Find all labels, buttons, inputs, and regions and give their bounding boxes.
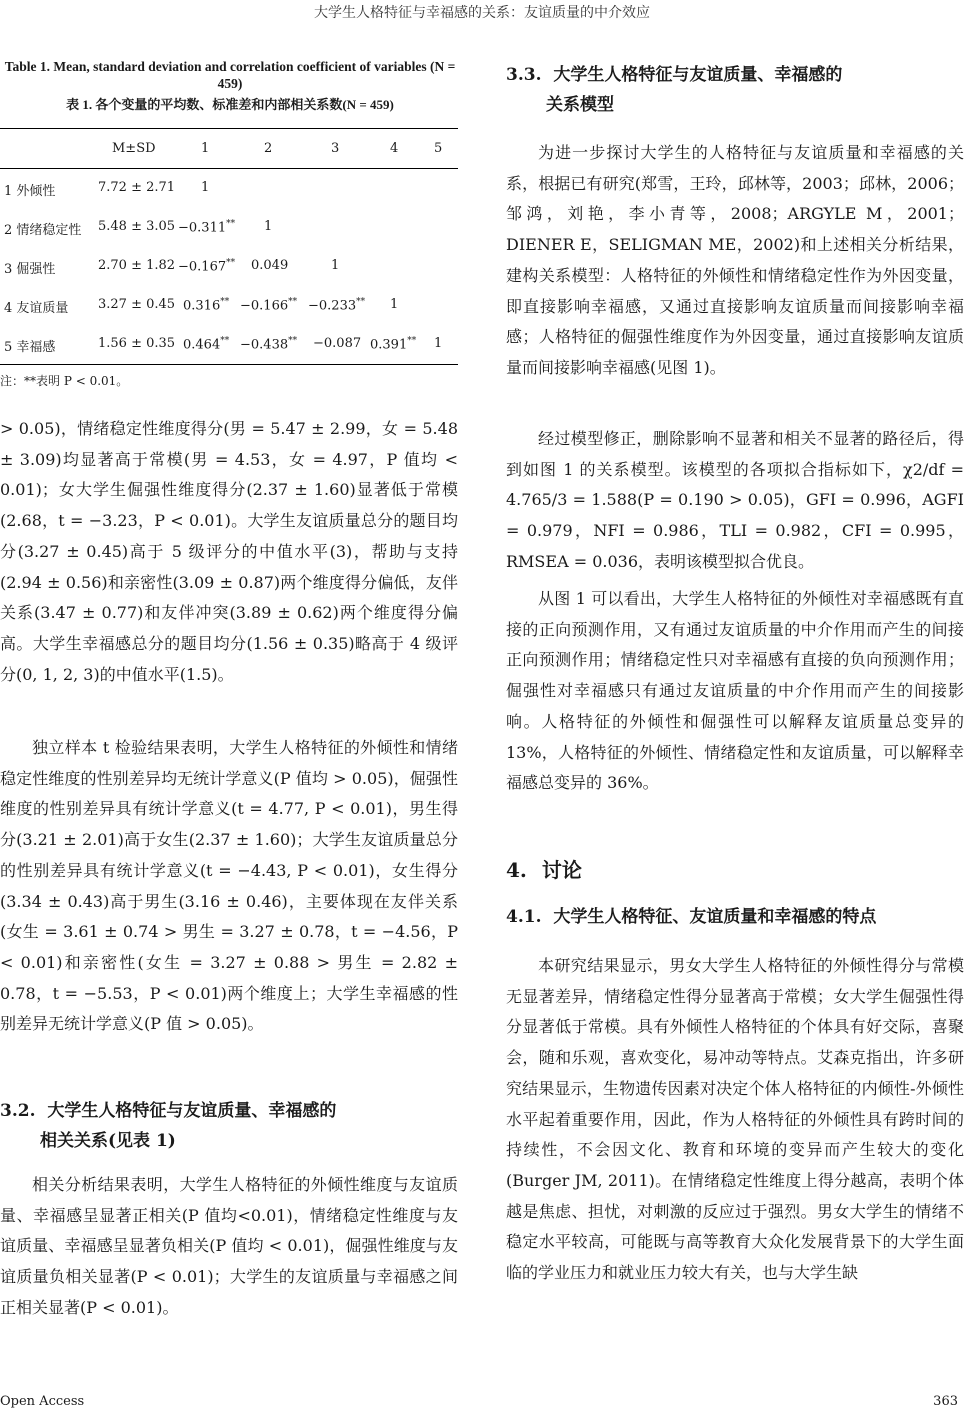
row-c5: 1 bbox=[434, 336, 443, 351]
heading-number: 4.1. bbox=[506, 907, 542, 927]
row-label: 4 友谊质量 bbox=[4, 301, 69, 316]
table-note: 注：**表明 P < 0.01。 bbox=[0, 374, 129, 388]
row-c1: 1 bbox=[201, 180, 210, 195]
heading-line-1: 大学生人格特征与友谊质量、幸福感的 bbox=[47, 1101, 337, 1121]
row-c4: 1 bbox=[390, 297, 399, 312]
table-header-cell: 3 bbox=[331, 141, 340, 156]
page-number: 363 bbox=[933, 1394, 958, 1409]
row-c3: 1 bbox=[331, 258, 340, 273]
right-paragraph-3: 从图 1 可以看出，大学生人格特征的外倾性对幸福感既有直接的正向预测作用，又有通过友谊质量的中介作用而产生的间接正向预测作用；情绪稳定性只对幸福感有直接的负向预测作用；倔强性对幸福感只有通过友谊质量的中介作用而产生的间接影响。人格特征的外倾性和倔强性可以解释友谊质量总变异的 13%，人格特征的外倾性、情绪稳定性和友谊质量，可以解释幸福感总变异的 36%。 bbox=[506, 589, 964, 793]
row-c2: −0.438** bbox=[240, 336, 298, 353]
significance-mark: ** bbox=[220, 336, 230, 346]
significance-mark: ** bbox=[288, 297, 298, 307]
table-row bbox=[0, 219, 460, 239]
table-header-rule bbox=[0, 168, 458, 169]
significance-mark: ** bbox=[226, 219, 236, 229]
table-header-cell: M±SD bbox=[112, 141, 156, 156]
heading-line-2: 关系模型 bbox=[546, 95, 614, 115]
table-top-rule bbox=[0, 128, 458, 129]
left-paragraph-2: 独立样本 t 检验结果表明，大学生人格特征的外倾性和情绪稳定性维度的性别差异均无统计学意义(P 值均 > 0.05)，倔强性维度的性别差异具有统计学意义(t = 4.77, P < 0.01)，男生得分(3.21 ± 2.01)高于女生(2.37 ± 1.60)；大学生友谊质量总分的性别差异具有统计学意义(t = −4.43, P < 0.01)，女生得分(3.34 ± 0.43)高于男生(3.16 ± 0.46)，主要体现在友伴关系(女生 = 3.61 ± 0.74 > 男生 = 3.27 ± 0.78，t = −4.56，P < 0.01)和亲密性(女生 = 3.27 ± 0.88 > 男生 = 2.82 ± 0.78，t = −5.53，P < 0.01)两个维度上；大学生幸福感的性别差异无统计学意义(P 值 > 0.05)。 bbox=[0, 738, 458, 1034]
row-c2: 0.049 bbox=[251, 258, 289, 273]
heading-4 bbox=[506, 854, 582, 883]
table-row bbox=[0, 258, 460, 278]
heading-number: 3.3. bbox=[506, 65, 542, 85]
row-c3: −0.233** bbox=[308, 297, 366, 314]
heading-line-1: 大学生人格特征与友谊质量、幸福感的 bbox=[553, 65, 843, 85]
footer-open-access: Open Access bbox=[0, 1394, 85, 1409]
left-paragraph-1: > 0.05)，情绪稳定性维度得分(男 = 5.47 ± 2.99，女 = 5.48 ± 3.09)均显著高于常模(男 = 4.53，女 = 4.97，P 值均 < 0.01)；女大学生倔强性维度得分(2.37 ± 1.60)显著低于常模(2.68，t = −3.23，P < 0.01)。大学生友谊质量总分的题目均分(3.27 ± 0.45)高于 5 级评分的中值水平(3)，帮助与支持(2.94 ± 0.56)和亲密性(3.09 ± 0.87)两个维度得分偏低，友伴关系(3.47 ± 0.77)和友伴冲突(3.89 ± 0.62)两个维度得分偏高。大学生幸福感总分的题目均分(1.56 ± 0.35)略高于 4 级评分(0, 1, 2, 3)的中值水平(1.5)。 bbox=[0, 419, 458, 684]
row-c3: −0.087 bbox=[313, 336, 362, 351]
row-c1: 0.464** bbox=[183, 336, 230, 353]
running-head: 大学生人格特征与幸福感的关系：友谊质量的中介效应 bbox=[314, 5, 650, 21]
row-c1: −0.311** bbox=[178, 219, 236, 236]
heading-3-3 bbox=[506, 60, 842, 120]
row-label: 2 情绪稳定性 bbox=[4, 223, 82, 238]
row-c2: 1 bbox=[264, 219, 273, 234]
table-row bbox=[0, 180, 460, 200]
significance-mark: ** bbox=[226, 258, 236, 268]
right-paragraph-4: 本研究结果显示，男女大学生人格特征的外倾性得分与常模无显著差异，情绪稳定性得分显著高于常模；女大学生倔强性得分显著低于常模。具有外倾性人格特征的个体具有好交际，喜聚会，随和乐观，喜欢变化，易冲动等特点。艾森克指出，许多研究结果显示，生物遗传因素对决定个体人格特征的内倾性-外倾性水平起着重要作用，因此，作为人格特征的外倾性具有跨时间的持续性，不会因文化、教育和环境的变异而产生较大的变化(Burger JM, 2011)。在情绪稳定性维度上得分越高，表明个体越是焦虑、担忧，对刺激的反应过于强烈。男女大学生的情绪不稳定水平较高，可能既与高等教育大众化发展背景下的大学生面临的学业压力和就业压力较大有关，也与大学生缺 bbox=[506, 956, 964, 1283]
heading-4-1 bbox=[506, 902, 876, 932]
table-header-cell: 5 bbox=[434, 141, 443, 156]
significance-mark: ** bbox=[356, 297, 366, 307]
table-header-cell: 1 bbox=[201, 141, 210, 156]
significance-mark: ** bbox=[288, 336, 298, 346]
heading-number: 4. bbox=[506, 858, 527, 882]
right-paragraph-1: 为进一步探讨大学生的人格特征与友谊质量和幸福感的关系，根据已有研究(郑雪，王玲，邱林等，2003；邱林，2006；邹鸿，刘艳，李小青等，2008；ARGYLE M，2001；DIENER E，SELIGMAN ME，2002)和上述相关分析结果，建构关系模型：人格特征的外倾性和情绪稳定性作为外因变量，即直接影响幸福感，又通过直接影响友谊质量而间接影响幸福感；人格特征的倔强性维度作为外因变量，通过直接影响友谊质量而间接影响幸福感(见图 1)。 bbox=[506, 143, 964, 377]
row-mean: 7.72 ± 2.71 bbox=[98, 180, 176, 195]
row-label: 5 幸福感 bbox=[4, 340, 56, 355]
right-paragraph-2: 经过模型修正，删除影响不显著和相关不显著的路径后，得到如图 1 的关系模型。该模型的各项拟合指标如下，χ2/df = 4.765/3 = 1.588(P = 0.190 > 0.05)，GFI = 0.996，AGFI = 0.979，NFI = 0.986，TLI = 0.982，CFI = 0.995，RMSEA = 0.036，表明该模型拟合优良。 bbox=[506, 429, 964, 571]
row-label: 3 倔强性 bbox=[4, 262, 56, 277]
left-paragraph-3: 相关分析结果表明，大学生人格特征的外倾性维度与友谊质量、幸福感呈显著正相关(P 值均<0.01)，情绪稳定性维度与友谊质量、幸福感呈显著负相关(P 值均 < 0.01)，倔强性维度与友谊质量负相关显著(P < 0.01)；大学生的友谊质量与幸福感之间正相关显著(P < 0.01)。 bbox=[0, 1175, 458, 1317]
significance-mark: ** bbox=[220, 297, 230, 307]
table-row bbox=[0, 297, 460, 317]
table-caption-zh: 表 1. 各个变量的平均数、标准差和内部相关系数(N = 459) bbox=[66, 97, 394, 112]
row-c2: −0.166** bbox=[240, 297, 298, 314]
row-mean: 2.70 ± 1.82 bbox=[98, 258, 176, 273]
heading-number: 3.2. bbox=[0, 1101, 36, 1121]
heading-3-2 bbox=[0, 1096, 336, 1156]
heading-line-2: 相关关系(见表 1) bbox=[40, 1131, 176, 1151]
heading-title: 大学生人格特征、友谊质量和幸福感的特点 bbox=[553, 907, 877, 927]
row-c1: −0.167** bbox=[178, 258, 236, 275]
row-mean: 1.56 ± 0.35 bbox=[98, 336, 176, 351]
heading-title: 讨论 bbox=[541, 858, 582, 882]
row-c1: 0.316** bbox=[183, 297, 230, 314]
row-label: 1 外倾性 bbox=[4, 184, 56, 199]
table-bottom-rule bbox=[0, 364, 458, 365]
row-mean: 3.27 ± 0.45 bbox=[98, 297, 176, 312]
table-row bbox=[0, 336, 460, 356]
table-header-row bbox=[0, 141, 460, 161]
row-mean: 5.48 ± 3.05 bbox=[98, 219, 176, 234]
row-c4: 0.391** bbox=[370, 336, 417, 353]
table-header-cell: 2 bbox=[264, 141, 273, 156]
table-caption-en: Table 1. Mean, standard deviation and correlation coefficient of variables (N = 459) bbox=[4, 59, 456, 91]
table-header-cell: 4 bbox=[390, 141, 399, 156]
significance-mark: ** bbox=[407, 336, 417, 346]
